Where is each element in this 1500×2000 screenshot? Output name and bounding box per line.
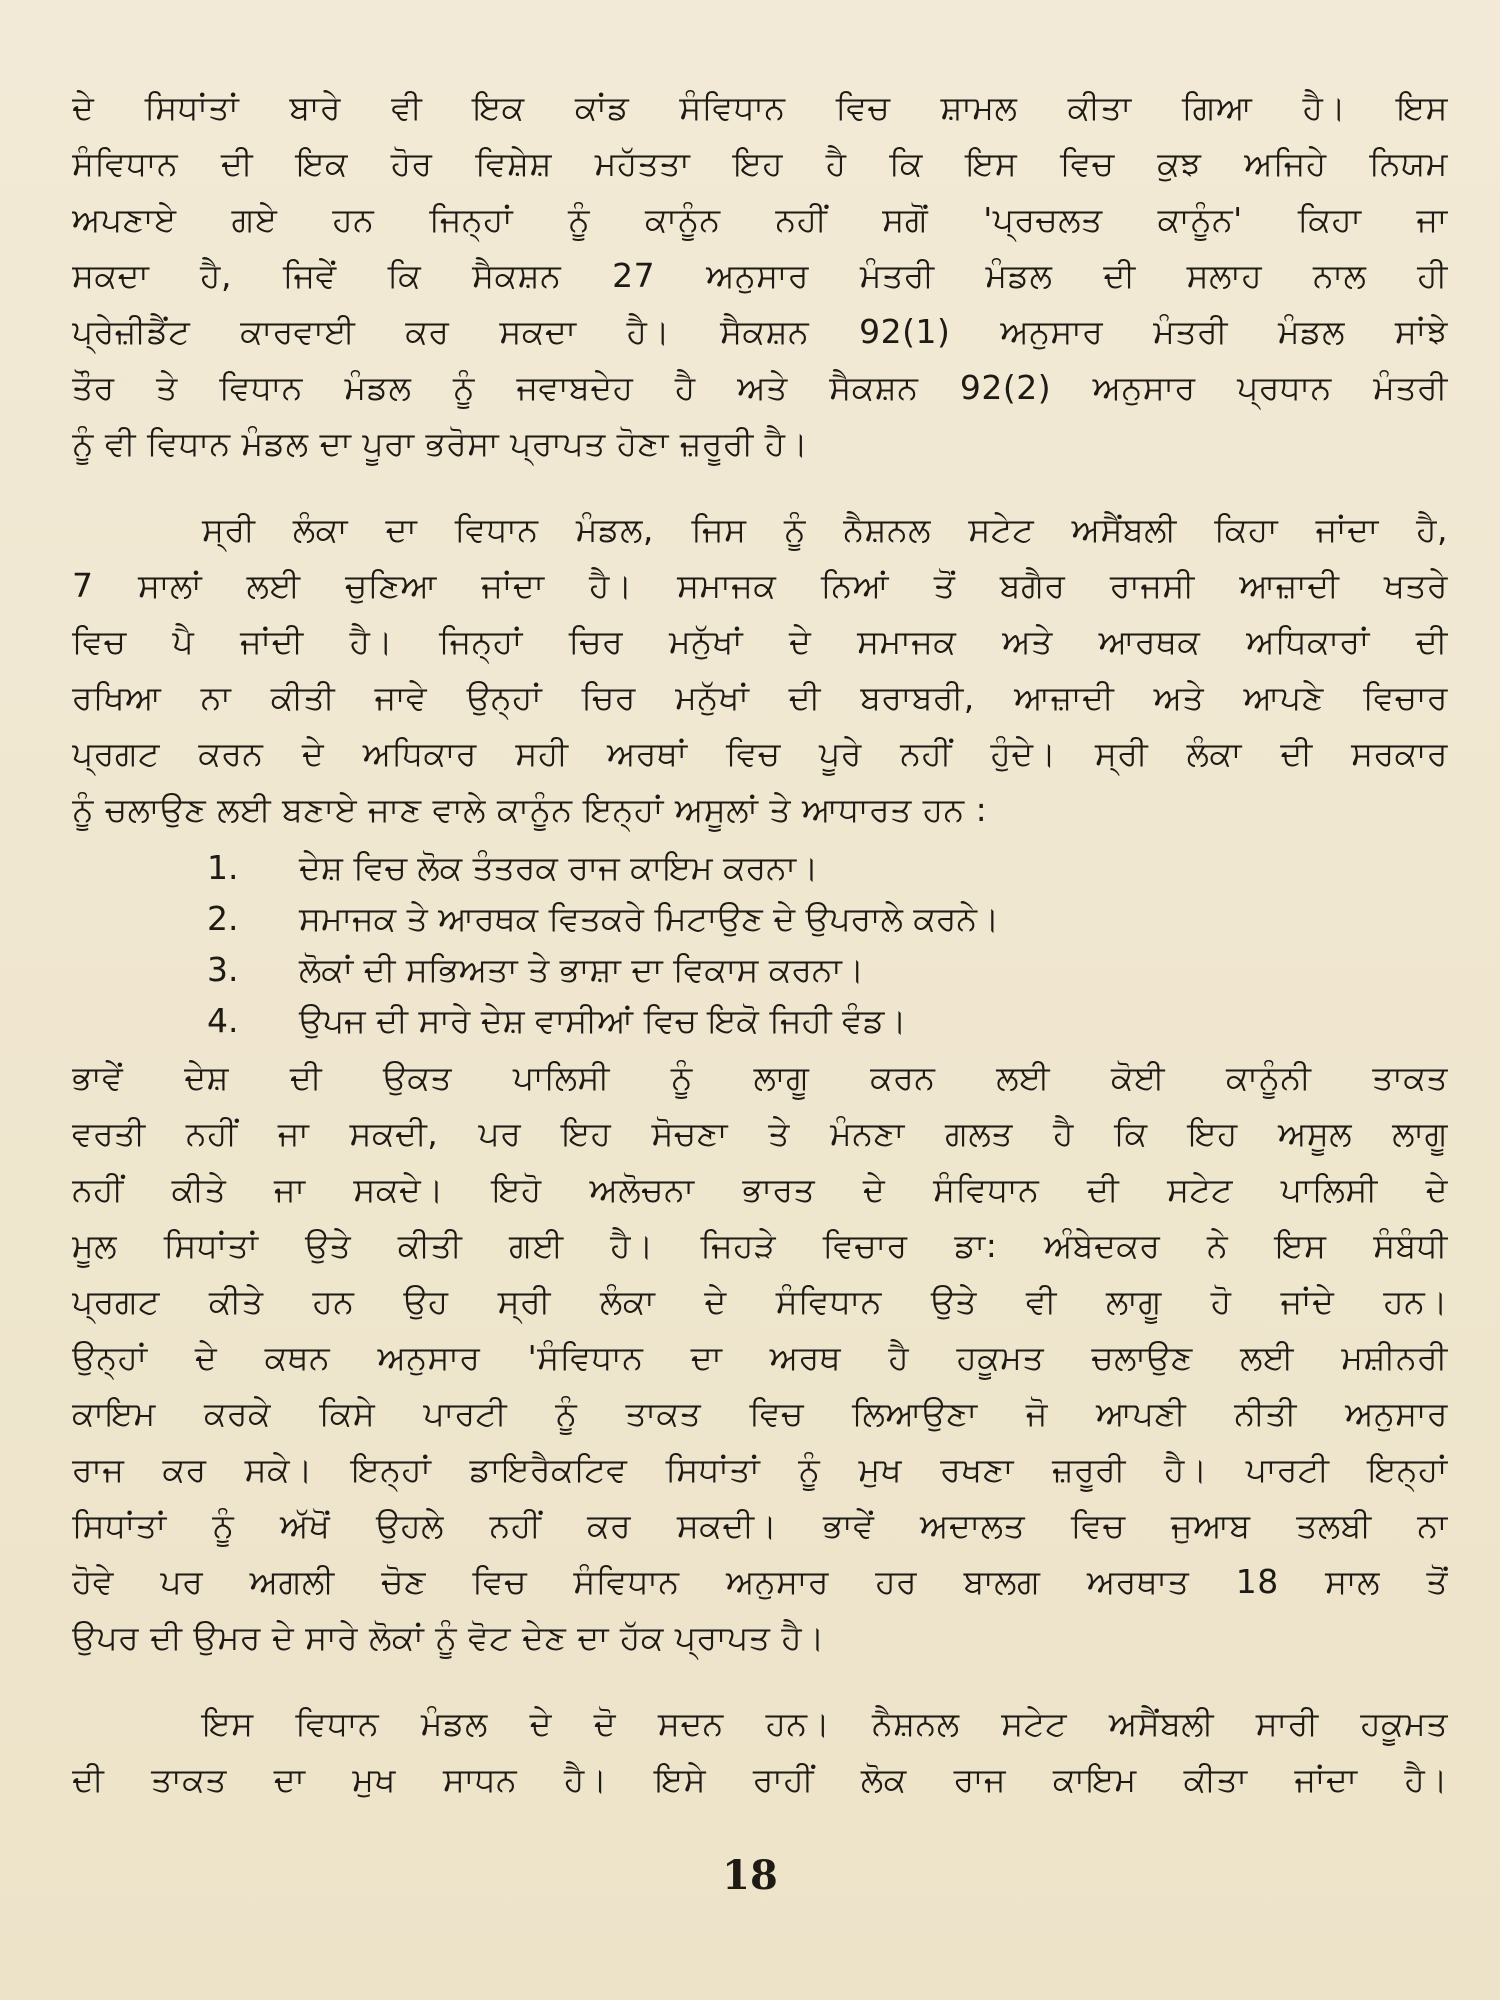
list-item [72,893,1448,944]
page-number: 18 [722,1852,778,1899]
text-line: ਪ੍ਰਗਟ ਕੀਤੇ ਹਨ ਉਹ ਸ੍ਰੀ ਲੰਕਾ ਦੇ ਸੰਵਿਧਾਨ ਉਤੇ ਵੀ ਲਾਗੂ ਹੋ ਜਾਂਦੇ ਹਨ। [72,1282,1448,1321]
text-line: ਨੂੰ ਵੀ ਵਿਧਾਨ ਮੰਡਲ ਦਾ ਪੂਰਾ ਭਰੋਸਾ ਪ੍ਰਾਪਤ ਹੋਣਾ ਜ਼ਰੂਰੀ ਹੈ। [72,424,809,463]
text-line: ਰਖਿਆ ਨਾ ਕੀਤੀ ਜਾਵੇ ਉਨ੍ਹਾਂ ਚਿਰ ਮਨੁੱਖਾਂ ਦੀ ਬਰਾਬਰੀ, ਆਜ਼ਾਦੀ ਅਤੇ ਆਪਣੇ ਵਿਚਾਰ [72,678,1448,717]
text-line: ਸਕਦਾ ਹੈ, ਜਿਵੇਂ ਕਿ ਸੈਕਸ਼ਨ 27 ਅਨੁਸਾਰ ਮੰਤਰੀ ਮੰਡਲ ਦੀ ਸਲਾਹ ਨਾਲ ਹੀ [72,256,1448,295]
text-line: ਮੂਲ ਸਿਧਾਂਤਾਂ ਉਤੇ ਕੀਤੀ ਗਈ ਹੈ। ਜਿਹੜੇ ਵਿਚਾਰ ਡਾ: ਅੰਬੇਦਕਰ ਨੇ ਇਸ ਸੰਬੰਧੀ [72,1226,1448,1265]
text-line: 7 ਸਾਲਾਂ ਲਈ ਚੁਣਿਆ ਜਾਂਦਾ ਹੈ। ਸਮਾਜਕ ਨਿਆਂ ਤੋਂ ਬਗੈਰ ਰਾਜਸੀ ਆਜ਼ਾਦੀ ਖਤਰੇ [72,566,1448,605]
text-line: ਦੇ ਸਿਧਾਂਤਾਂ ਬਾਰੇ ਵੀ ਇਕ ਕਾਂਡ ਸੰਵਿਧਾਨ ਵਿਚ ਸ਼ਾਮਲ ਕੀਤਾ ਗਿਆ ਹੈ। ਇਸ [72,88,1448,127]
list-item [72,995,1448,1046]
text-line: ਕਾਇਮ ਕਰਕੇ ਕਿਸੇ ਪਾਰਟੀ ਨੂੰ ਤਾਕਤ ਵਿਚ ਲਿਆਉਣਾ ਜੋ ਆਪਣੀ ਨੀਤੀ ਅਨੁਸਾਰ [72,1394,1448,1433]
text-line: ਸੰਵਿਧਾਨ ਦੀ ਇਕ ਹੋਰ ਵਿਸ਼ੇਸ਼ ਮਹੱਤਤਾ ਇਹ ਹੈ ਕਿ ਇਸ ਵਿਚ ਕੁਝ ਅਜਿਹੇ ਨਿਯਮ [72,144,1448,183]
list-number: 2. [207,899,239,938]
list-number: 4. [207,1001,239,1040]
list-item [72,944,1448,995]
text-line: ਵਿਚ ਪੈ ਜਾਂਦੀ ਹੈ। ਜਿਨ੍ਹਾਂ ਚਿਰ ਮਨੁੱਖਾਂ ਦੇ ਸਮਾਜਕ ਅਤੇ ਆਰਥਕ ਅਧਿਕਾਰਾਂ ਦੀ [72,622,1448,661]
paragraph-1 [72,80,1448,472]
text-line: ਪ੍ਰੇਜ਼ੀਡੈਂਟ ਕਾਰਵਾਈ ਕਰ ਸਕਦਾ ਹੈ। ਸੈਕਸ਼ਨ 92(1) ਅਨੁਸਾਰ ਮੰਤਰੀ ਮੰਡਲ ਸਾਂਝੇ [72,312,1448,351]
text-line: ਸ੍ਰੀ ਲੰਕਾ ਦਾ ਵਿਧਾਨ ਮੰਡਲ, ਜਿਸ ਨੂੰ ਨੈਸ਼ਨਲ ਸਟੇਟ ਅਸੈਂਬਲੀ ਕਿਹਾ ਜਾਂਦਾ ਹੈ, [202,510,1448,549]
list-text: ਦੇਸ਼ ਵਿਚ ਲੋਕ ਤੰਤਰਕ ਰਾਜ ਕਾਇਮ ਕਰਨਾ। [299,848,819,887]
principles-list [72,842,1448,1046]
page-text [72,80,1448,1808]
paragraph-4 [72,1696,1448,1808]
text-line: ਨੂੰ ਚਲਾਉਣ ਲਈ ਬਣਾਏ ਜਾਣ ਵਾਲੇ ਕਾਨੂੰਨ ਇਨ੍ਹਾਂ ਅਸੂਲਾਂ ਤੇ ਆਧਾਰਤ ਹਨ : [72,790,988,829]
text-line: ਨਹੀਂ ਕੀਤੇ ਜਾ ਸਕਦੇ। ਇਹੋ ਅਲੋਚਨਾ ਭਾਰਤ ਦੇ ਸੰਵਿਧਾਨ ਦੀ ਸਟੇਟ ਪਾਲਿਸੀ ਦੇ [72,1170,1448,1209]
paragraph-3 [72,1050,1448,1666]
list-text: ਸਮਾਜਕ ਤੇ ਆਰਥਕ ਵਿਤਕਰੇ ਮਿਟਾਉਣ ਦੇ ਉਪਰਾਲੇ ਕਰਨੇ। [299,899,1000,938]
text-line: ਉਪਰ ਦੀ ਉਮਰ ਦੇ ਸਾਰੇ ਲੋਕਾਂ ਨੂੰ ਵੋਟ ਦੇਣ ਦਾ ਹੱਕ ਪ੍ਰਾਪਤ ਹੈ। [72,1618,825,1657]
text-line: ਦੀ ਤਾਕਤ ਦਾ ਮੁਖ ਸਾਧਨ ਹੈ। ਇਸੇ ਰਾਹੀਂ ਲੋਕ ਰਾਜ ਕਾਇਮ ਕੀਤਾ ਜਾਂਦਾ ਹੈ। [72,1760,1448,1799]
text-line: ਰਾਜ ਕਰ ਸਕੇ। ਇਨ੍ਹਾਂ ਡਾਇਰੈਕਟਿਵ ਸਿਧਾਂਤਾਂ ਨੂੰ ਮੁਖ ਰਖਣਾ ਜ਼ਰੂਰੀ ਹੈ। ਪਾਰਟੀ ਇਨ੍ਹਾਂ [72,1450,1448,1489]
text-line: ਵਰਤੀ ਨਹੀਂ ਜਾ ਸਕਦੀ, ਪਰ ਇਹ ਸੋਚਣਾ ਤੇ ਮੰਨਣਾ ਗਲਤ ਹੈ ਕਿ ਇਹ ਅਸੂਲ ਲਾਗੂ [72,1114,1448,1153]
text-line: ਸਿਧਾਂਤਾਂ ਨੂੰ ਅੱਖੋਂ ਉਹਲੇ ਨਹੀਂ ਕਰ ਸਕਦੀ। ਭਾਵੇਂ ਅਦਾਲਤ ਵਿਚ ਜੁਆਬ ਤਲਬੀ ਨਾ [72,1506,1448,1545]
list-text: ਲੋਕਾਂ ਦੀ ਸਭਿਅਤਾ ਤੇ ਭਾਸ਼ਾ ਦਾ ਵਿਕਾਸ ਕਰਨਾ। [299,950,865,989]
list-item [72,842,1448,893]
text-line: ਹੋਵੇ ਪਰ ਅਗਲੀ ਚੋਣ ਵਿਚ ਸੰਵਿਧਾਨ ਅਨੁਸਾਰ ਹਰ ਬਾਲਗ ਅਰਥਾਤ 18 ਸਾਲ ਤੋਂ [72,1562,1448,1601]
text-line: ਇਸ ਵਿਧਾਨ ਮੰਡਲ ਦੇ ਦੋ ਸਦਨ ਹਨ। ਨੈਸ਼ਨਲ ਸਟੇਟ ਅਸੈਂਬਲੀ ਸਾਰੀ ਹਕੂਮਤ [202,1704,1448,1743]
text-line: ਅਪਣਾਏ ਗਏ ਹਨ ਜਿਨ੍ਹਾਂ ਨੂੰ ਕਾਨੂੰਨ ਨਹੀਂ ਸਗੋਂ 'ਪ੍ਰਚਲਤ ਕਾਨੂੰਨ' ਕਿਹਾ ਜਾ [72,200,1448,239]
list-text: ਉਪਜ ਦੀ ਸਾਰੇ ਦੇਸ਼ ਵਾਸੀਆਂ ਵਿਚ ਇਕੋ ਜਿਹੀ ਵੰਡ। [299,1001,907,1040]
list-number: 3. [207,950,239,989]
list-number: 1. [207,848,239,887]
text-line: ਪ੍ਰਗਟ ਕਰਨ ਦੇ ਅਧਿਕਾਰ ਸਹੀ ਅਰਥਾਂ ਵਿਚ ਪੂਰੇ ਨਹੀਂ ਹੁੰਦੇ। ਸ੍ਰੀ ਲੰਕਾ ਦੀ ਸਰਕਾਰ [72,734,1448,773]
text-line: ਭਾਵੇਂ ਦੇਸ਼ ਦੀ ਉਕਤ ਪਾਲਿਸੀ ਨੂੰ ਲਾਗੂ ਕਰਨ ਲਈ ਕੋਈ ਕਾਨੂੰਨੀ ਤਾਕਤ [72,1058,1448,1097]
text-line: ਤੌਰ ਤੇ ਵਿਧਾਨ ਮੰਡਲ ਨੂੰ ਜਵਾਬਦੇਹ ਹੈ ਅਤੇ ਸੈਕਸ਼ਨ 92(2) ਅਨੁਸਾਰ ਪ੍ਰਧਾਨ ਮੰਤਰੀ [72,368,1448,407]
paragraph-2 [72,502,1448,838]
text-line: ਉਨ੍ਹਾਂ ਦੇ ਕਥਨ ਅਨੁਸਾਰ 'ਸੰਵਿਧਾਨ ਦਾ ਅਰਥ ਹੈ ਹਕੂਮਤ ਚਲਾਉਣ ਲਈ ਮਸ਼ੀਨਰੀ [72,1338,1448,1377]
